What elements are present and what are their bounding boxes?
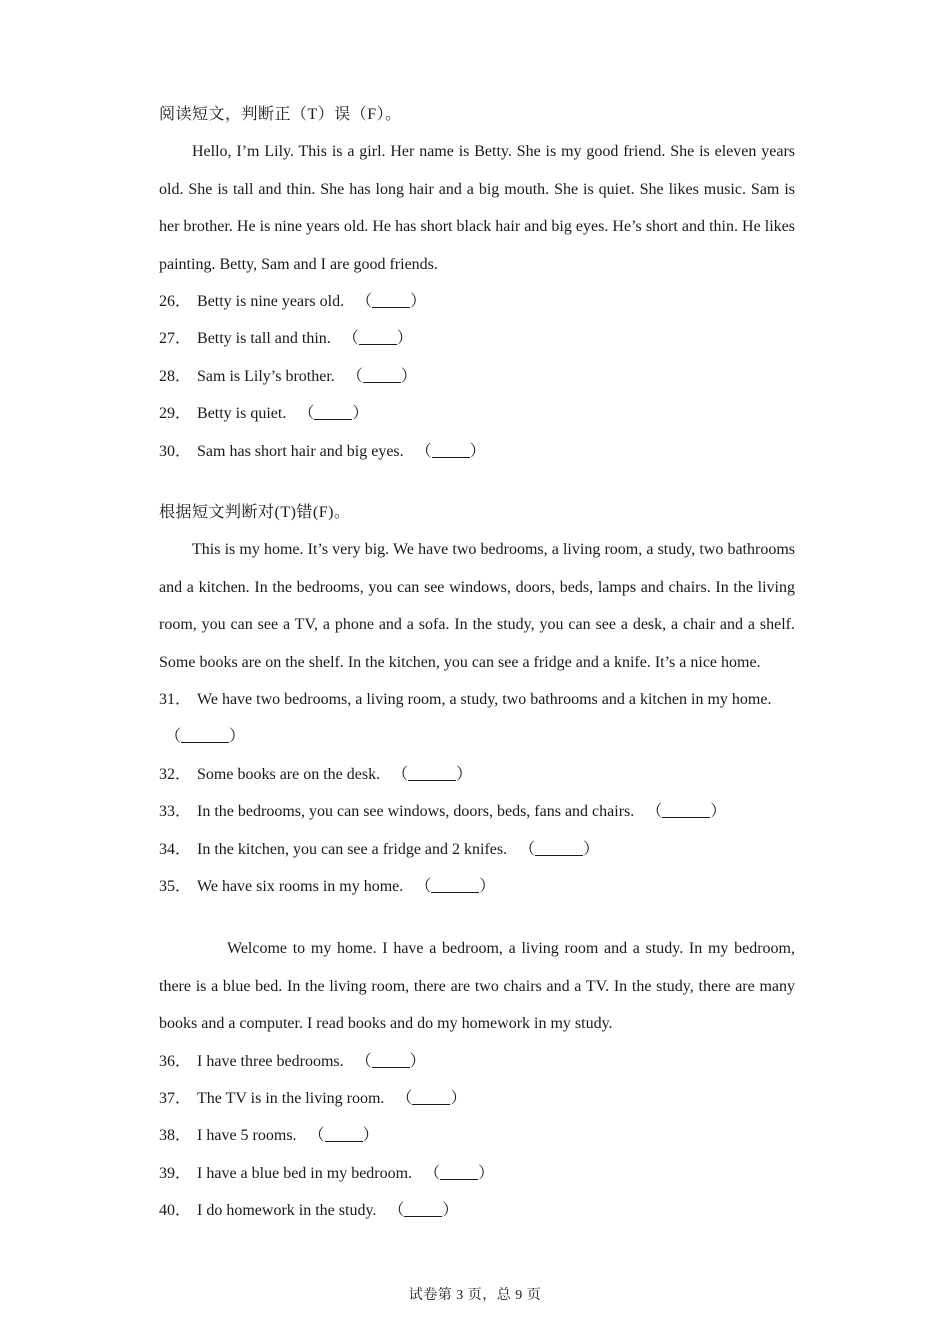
answer-blank[interactable] — [314, 401, 352, 420]
section2-heading: 根据短文判断对(T)错(F)。 — [159, 503, 351, 521]
question-29: 29． Betty is quiet. （ ） — [159, 395, 795, 432]
section1-passage: Hello, I’m Lily. This is a girl. Her name is Betty. She is my good friend. She is eleven years old. She is tall and thin. She has long hair and a big mouth. She is quiet. She likes music. Sam is her brother. He is nine years old. He has short black hair and big eyes. He’s short and thin. He likes painting. Betty, Sam and I are good friends. — [159, 143, 795, 273]
section1-heading: 阅读短文，判断正（T）误（F）。 — [159, 106, 402, 123]
question-40: 40． I do homework in the study. （ ） — [159, 1192, 795, 1229]
section3-passage: Welcome to my home. I have a bedroom, a living room and a study. In my bedroom, there is a blue bed. In the living room, there are two chairs and a TV. In the study, there are many books and a computer. I read books and do my homework in my study. — [159, 940, 795, 1033]
question-32: 32． Some books are on the desk. （ ） — [159, 756, 795, 793]
question-31-answer: （ ） — [159, 718, 795, 755]
answer-blank[interactable] — [662, 799, 710, 818]
answer-blank[interactable] — [408, 762, 456, 781]
answer-blank[interactable] — [372, 1049, 410, 1068]
answer-blank[interactable] — [359, 326, 397, 345]
question-33: 33． In the bedrooms, you can see windows, doors, beds, fans and chairs. （ ） — [159, 793, 795, 830]
question-37: 37． The TV is in the living room. （ ） — [159, 1080, 795, 1117]
exam-page — [159, 96, 795, 1230]
answer-blank[interactable] — [372, 289, 410, 308]
answer-blank[interactable] — [325, 1123, 363, 1142]
answer-blank[interactable] — [404, 1198, 442, 1217]
answer-blank[interactable] — [432, 439, 470, 458]
answer-blank[interactable] — [181, 724, 229, 743]
question-35: 35． We have six rooms in my home. （ ） — [159, 868, 795, 905]
question-34: 34． In the kitchen, you can see a fridge and 2 knifes. （ ） — [159, 831, 795, 868]
question-26: 26． Betty is nine years old. （ ） — [159, 283, 795, 320]
question-39: 39． I have a blue bed in my bedroom. （ ） — [159, 1155, 795, 1192]
answer-blank[interactable] — [431, 874, 479, 893]
answer-blank[interactable] — [363, 364, 401, 383]
question-27: 27． Betty is tall and thin. （ ） — [159, 320, 795, 357]
answer-blank[interactable] — [535, 837, 583, 856]
page-footer: 试卷第 3 页，总 9 页 — [408, 1288, 542, 1303]
answer-blank[interactable] — [412, 1086, 450, 1105]
question-31: 31． We have two bedrooms, a living room, a study, two bathrooms and a kitchen in my home. — [159, 690, 772, 708]
question-28: 28． Sam is Lily’s brother. （ ） — [159, 358, 795, 395]
question-30: 30． Sam has short hair and big eyes. （ ） — [159, 433, 795, 470]
question-38: 38． I have 5 rooms. （ ） — [159, 1117, 795, 1154]
section2-passage: This is my home. It’s very big. We have two bedrooms, a living room, a study, two bathrooms and a kitchen. In the bedrooms, you can see windows, doors, beds, lamps and chairs. In the living room, you can see a TV, a phone and a sofa. In the study, you can see a desk, a chair and a shelf. Some books are on the shelf. In the kitchen, you can see a fridge and a knife. It’s a nice home. — [159, 541, 795, 671]
question-36: 36． I have three bedrooms. （ ） — [159, 1043, 795, 1080]
answer-blank[interactable] — [440, 1161, 478, 1180]
